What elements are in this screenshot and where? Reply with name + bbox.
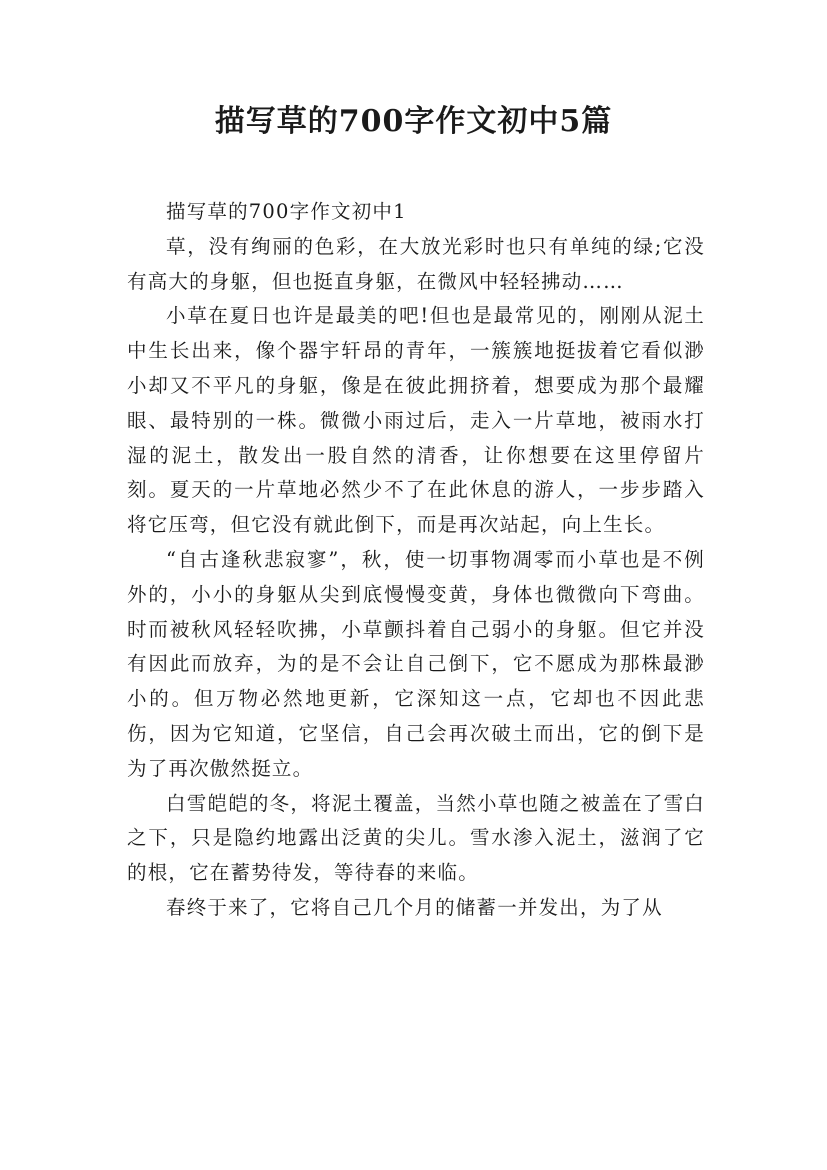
- document-title: 描写草的700字作文初中5篇: [214, 104, 613, 139]
- paragraph: 白雪皑皑的冬，将泥土覆盖，当然小草也随之被盖在了雪白之下，只是隐约地露出泛黄的尖儿。雪水渗入泥土，滋润了它的根，它在蓄势待发，等待春的来临。: [127, 791, 705, 885]
- paragraph: 小草在夏日也许是最美的吧!但也是最常见的，刚刚从泥土中生长出来，像个器宇轩昂的青年，一簇簇地挺拔着它看似渺小却又不平凡的身躯，像是在彼此拥挤着，想要成为那个最耀眼、最特别的一株。微微小雨过后，走入一片草地，被雨水打湿的泥土，散发出一股自然的清香，让你想要在这里停留片刻。夏天的一片草地必然少不了在此休息的游人，一步步踏入将它压弯，但它没有就此倒下，而是再次站起，向上生长。: [127, 304, 705, 537]
- paragraph: 草，没有绚丽的色彩，在大放光彩时也只有单纯的绿;它没有高大的身躯，但也挺直身躯，在微风中轻轻拂动……: [127, 234, 705, 293]
- paragraph: “自古逢秋悲寂寥”，秋，使一切事物凋零而小草也是不例外的，小小的身躯从尖到底慢慢变黄，身体也微微向下弯曲。时而被秋风轻轻吹拂，小草颤抖着自己弱小的身躯。但它并没有因此而放弃，为的是不会让自己倒下，它不愿成为那株最渺小的。但万物必然地更新，它深知这一点，它却也不因此悲伤，因为它知道，它坚信，自己会再次破土而出，它的倒下是为了再次傲然挺立。: [127, 547, 705, 780]
- section-heading: 描写草的700字作文初中1: [166, 200, 407, 223]
- paragraph: 春终于来了，它将自己几个月的储蓄一并发出，为了从: [166, 895, 663, 919]
- document-body: [127, 195, 705, 926]
